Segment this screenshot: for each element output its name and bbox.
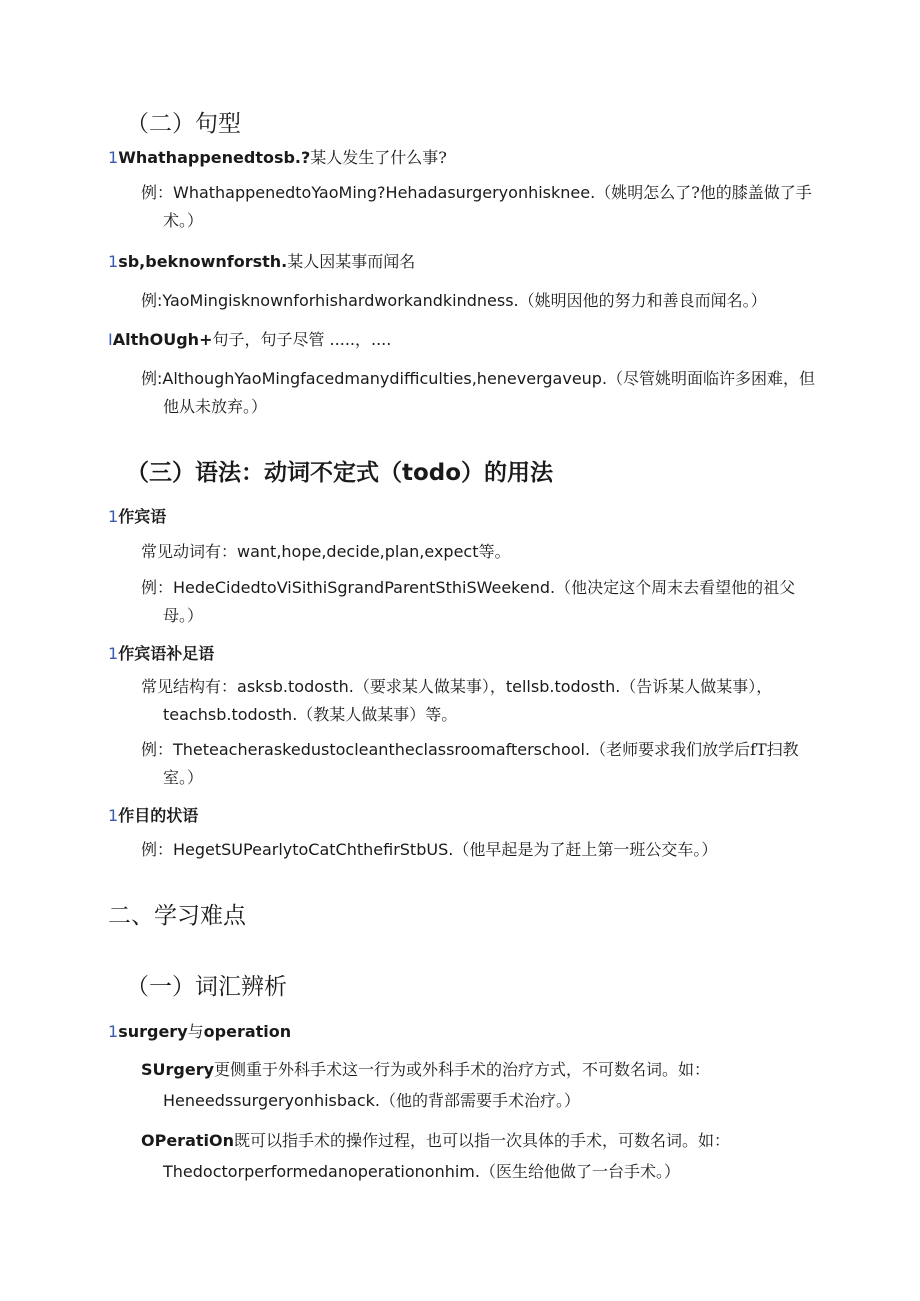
pattern-zh: 某人发生了什么事? (310, 148, 447, 167)
complement-example-cont: 室。） (163, 768, 204, 787)
pattern-en: AlthOUgh+ (112, 330, 213, 349)
example-zh: （医生给他做了一台手术。） (479, 1162, 680, 1181)
object-example-cont: 母。） (163, 606, 204, 625)
pattern-item-1 (108, 147, 447, 169)
object-common-verbs (141, 538, 511, 566)
structure-zh-1: （要求某人做某事）， (353, 677, 506, 696)
object-example (141, 574, 813, 602)
common-verbs: want,hope,decide,plan,expect (237, 542, 479, 561)
example-zh: （姚明因他的努力和善良而闻名。） (518, 291, 767, 310)
grammar-item-purpose (108, 805, 198, 827)
example-en: 例：WhathappenedtoYaoMing?Hehadasurgeryonhisknee. (141, 183, 596, 202)
example-zh: （姚明怎么了?他的膝盖做了手 (595, 183, 812, 202)
example-en: Thedoctorperformedanoperationonhim. (163, 1162, 480, 1181)
item-number: 1 (108, 1022, 119, 1041)
item-title: 作目的状语 (118, 806, 199, 825)
vocab-word-1: surgery (118, 1022, 188, 1041)
common-label: 常见动词有： (141, 542, 238, 561)
complement-structures (141, 673, 772, 701)
example-en: Heneedssurgeryonhisback. (163, 1091, 380, 1110)
example-zh: （他早起是为了赶上第一班公交车。） (453, 840, 718, 859)
example-zh: （他的背部需要手术治疗。） (379, 1091, 580, 1110)
pattern-en: sb,beknownforsth. (118, 252, 288, 271)
structure-en-3: teachsb.todosth. (163, 705, 298, 724)
section-heading-grammar: （三）语法：动词不定式（todo）的用法 (126, 460, 554, 486)
term-operation: OPeratiOn (141, 1131, 234, 1150)
pattern-example-1-cont: 术。） (163, 211, 204, 230)
example-zh: （老师要求我们放学后fT扫教 (590, 740, 799, 759)
pattern-example-2 (141, 287, 767, 315)
vocab-connector: 与 (187, 1022, 204, 1041)
item-number: I (108, 330, 113, 349)
example-en: 例：Theteacheraskedustocleantheclassroomafterschool. (141, 740, 591, 759)
surgery-example (163, 1087, 580, 1115)
pattern-example-3 (141, 365, 821, 393)
vocab-word-2: operation (203, 1022, 292, 1041)
complement-structures-cont (163, 701, 457, 729)
pattern-zh: 句子，句子尽管 .....，.... (212, 330, 392, 349)
grammar-item-object (108, 506, 166, 528)
section-heading-vocab: （一）词汇辨析 (126, 974, 287, 1000)
pattern-zh: 某人因某事而闻名 (287, 252, 416, 271)
purpose-example (141, 836, 717, 864)
example-en: 例:AlthoughYaoMingfacedmanydifficulties,henevergaveup. (141, 369, 608, 388)
example-zh: （尽管姚明面临许多困难，但 (607, 369, 816, 388)
term-desc: 既可以指手术的操作过程，也可以指一次具体的手术，可数名词。如： (234, 1131, 731, 1150)
example-en: 例：HedeCidedtoViSithiSgrandParentSthiSWeekend. (141, 578, 556, 597)
common-tail: 等。 (478, 542, 511, 561)
item-number: 1 (108, 806, 119, 825)
item-number: 1 (108, 148, 119, 167)
item-title: 作宾语补足语 (118, 644, 215, 663)
term-surgery: SUrgery (141, 1060, 215, 1079)
example-en: 例:YaoMingisknownforhishardworkandkindness. (141, 291, 519, 310)
term-desc: 更侧重于外科手术这一行为或外科手术的治疗方式，不可数名词。如： (214, 1060, 711, 1079)
section-heading-sentence-patterns: （二）句型 (126, 111, 241, 137)
structure-en-1: asksb.todosth. (237, 677, 354, 696)
item-number: 1 (108, 252, 119, 271)
common-label: 常见结构有： (141, 677, 238, 696)
example-zh: （他决定这个周末去看望他的祖父 (555, 578, 796, 597)
structure-zh-2: （告诉某人做某事）， (620, 677, 773, 696)
item-title: 作宾语 (118, 507, 167, 526)
vocab-item-1 (108, 1021, 291, 1043)
pattern-item-3 (108, 329, 391, 351)
grammar-item-complement (108, 643, 214, 665)
pattern-item-2 (108, 251, 415, 273)
complement-example (141, 736, 813, 764)
item-number: 1 (108, 644, 119, 663)
surgery-definition (141, 1056, 710, 1084)
section-heading-difficulties: 二、学习难点 (108, 903, 246, 929)
operation-example (163, 1158, 680, 1186)
pattern-example-3-cont: 他从未放弃。） (163, 397, 268, 416)
example-en: 例：HegetSUPearlytoCatChthefirStbUS. (141, 840, 454, 859)
pattern-example-1 (141, 179, 813, 207)
pattern-en: Whathappenedtosb.? (118, 148, 311, 167)
structure-zh-3: （教某人做某事）等。 (297, 705, 458, 724)
structure-en-2: tellsb.todosth. (505, 677, 621, 696)
operation-definition (141, 1127, 730, 1155)
item-number: 1 (108, 507, 119, 526)
